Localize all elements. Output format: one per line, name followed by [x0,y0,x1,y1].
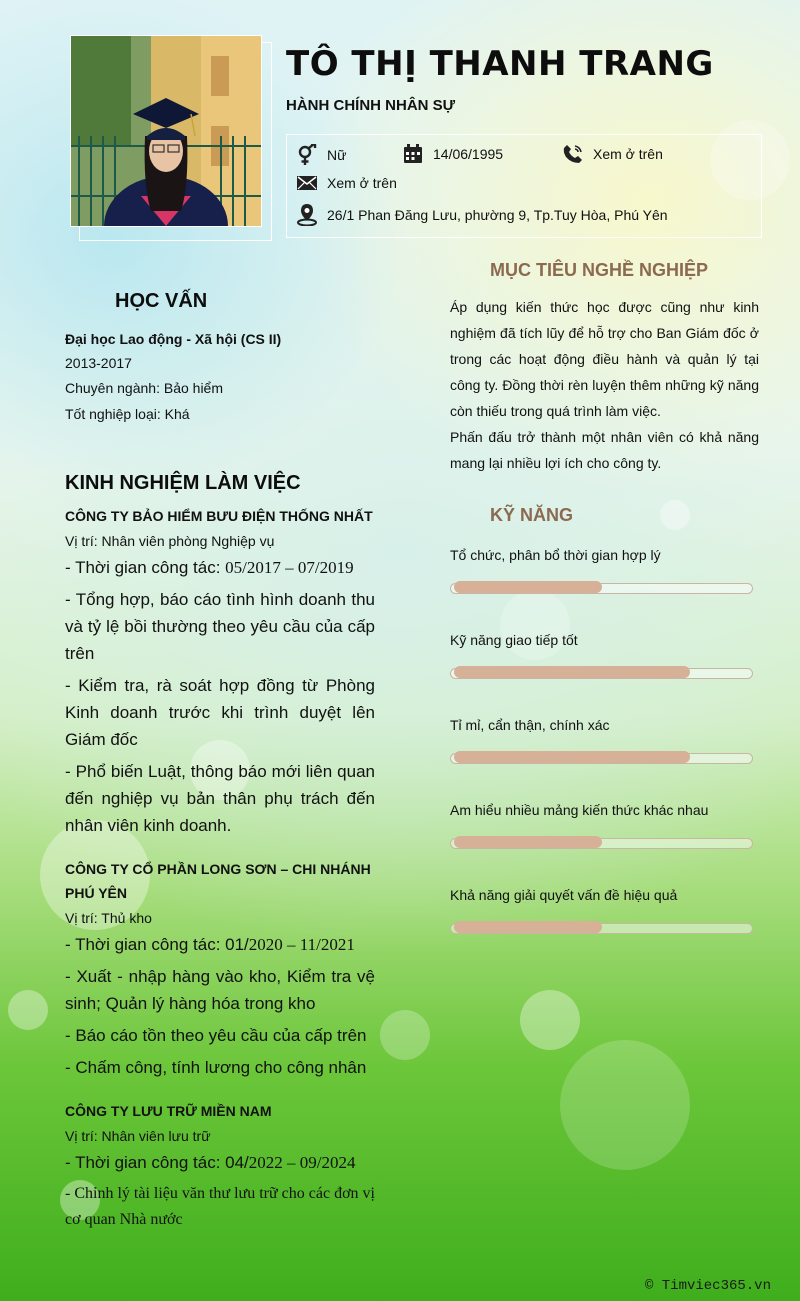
job-time-label: - Thời gian công tác: 04/ [65,1153,249,1172]
job-position: Vị trí: Nhân viên phòng Nghiệp vụ [65,533,275,549]
job-time [65,1149,375,1176]
email-icon [297,175,317,191]
email-field [297,175,397,191]
bokeh-light [660,500,690,530]
job-time-value: 2022 – 09/2024 [248,1153,356,1172]
bokeh-light [520,990,580,1050]
job-company: CÔNG TY CỔ PHẦN LONG SƠN – CHI NHÁNH PHÚ YÊN [65,861,371,901]
phone-field [563,144,663,164]
watermark-credit: © Timviec365.vn [644,1278,771,1294]
objective-paragraph: Áp dụng kiến thức học được cũng như kinh nghiệm đã tích lũy để hỗ trợ cho Ban Giám đốc ở trong các hoạt động điều hành và quản lý tại công ty. Đồng thời rèn luyện thêm những kỹ năng còn thiếu trong quá trình làm việc. [450,299,759,419]
skill-label: Kỹ năng giao tiếp tốt [450,632,578,648]
skill-label: Khả năng giải quyết vấn đề hiệu quả [450,887,678,903]
education-grade: Tốt nghiệp loại: Khá [65,406,190,422]
skill-bar-fill [454,581,602,593]
gender-icon [297,144,317,166]
objective-paragraph: Phấn đấu trở thành một nhân viên có khả năng mang lại nhiều lợi ích cho công ty. [450,429,759,471]
address-field [297,204,668,226]
bokeh-light [500,590,570,660]
skill-bar [450,753,753,764]
skill-bar-fill [454,836,602,848]
skill-label: Tỉ mỉ, cẩn thận, chính xác [450,717,610,733]
skill-bar [450,923,753,934]
candidate-name: TÔ THỊ THANH TRANG [286,44,714,84]
birthdate-value: 14/06/1995 [433,146,504,162]
job-title: HÀNH CHÍNH NHÂN SỰ [286,97,456,114]
job-time-label: - Thời gian công tác: 01/ [65,935,249,954]
bokeh-light [8,990,48,1030]
job-duty: - Tổng hợp, báo cáo tình hình doanh thu và tỷ lệ bồi thường theo yêu cầu của cấp trên [65,590,375,663]
job-duty: - Chỉnh lý tài liệu văn thư lưu trữ cho các đơn vị cơ quan Nhà nước [65,1185,375,1228]
email-value: Xem ở trên [327,175,397,191]
skill-bar [450,668,753,679]
job-duty: - Chấm công, tính lương cho công nhân [65,1058,367,1077]
job-duty: - Xuất - nhập hàng vào kho, Kiểm tra vệ sinh; Quản lý hàng hóa trong kho [65,967,375,1013]
skill-label: Tổ chức, phân bổ thời gian hợp lý [450,547,661,563]
calendar-icon [403,144,423,164]
objective-text [450,294,759,476]
objective-heading: MỤC TIÊU NGHỀ NGHIỆP [490,260,709,280]
profile-photo [70,35,262,227]
skills-heading: KỸ NĂNG [490,505,574,525]
education-school: Đại học Lao động - Xã hội (CS II) [65,331,282,347]
bokeh-light [380,1010,430,1060]
phone-icon [563,144,583,164]
skill-label: Am hiểu nhiều mảng kiến thức khác nhau [450,802,709,818]
skill-bar-fill [454,921,602,933]
job-position: Vị trí: Thủ kho [65,910,152,926]
birthdate-field [403,144,503,164]
bokeh-light [560,1040,690,1170]
skill-bar [450,583,753,594]
job-time-value: 05/2017 – 07/2019 [225,558,354,577]
gender-field [297,144,346,166]
job-time [65,931,375,958]
job-duty: - Báo cáo tồn theo yêu cầu của cấp trên [65,1026,367,1045]
job-company: CÔNG TY LƯU TRỮ MIỀN NAM [65,1103,272,1119]
skill-bar [450,838,753,849]
experience-heading: KINH NGHIỆM LÀM VIỆC [65,472,301,494]
job-time [65,554,375,581]
job-time-value: 2020 – 11/2021 [248,935,355,954]
skill-bar-fill [454,751,690,763]
education-years: 2013-2017 [65,355,132,371]
phone-value: Xem ở trên [593,146,663,162]
job-company: CÔNG TY BẢO HIỂM BƯU ĐIỆN THỐNG NHẤT [65,508,373,524]
job-duty: - Phổ biến Luật, thông báo mới liên quan đến nghiệp vụ bản thân phụ trách đến nhân viên kinh doanh. [65,762,375,835]
address-value: 26/1 Phan Đăng Lưu, phường 9, Tp.Tuy Hòa, Phú Yên [327,207,668,223]
education-heading: HỌC VẤN [115,290,208,312]
skill-bar-fill [454,666,690,678]
gender-value: Nữ [327,147,347,163]
education-major: Chuyên ngành: Bảo hiểm [65,380,223,396]
job-duty: - Kiểm tra, rà soát hợp đồng từ Phòng Kinh doanh trước khi trình duyệt lên Giám đốc [65,676,375,749]
location-pin-icon [297,204,317,226]
job-time-label: - Thời gian công tác: [65,558,226,577]
job-position: Vị trí: Nhân viên lưu trữ [65,1128,211,1144]
